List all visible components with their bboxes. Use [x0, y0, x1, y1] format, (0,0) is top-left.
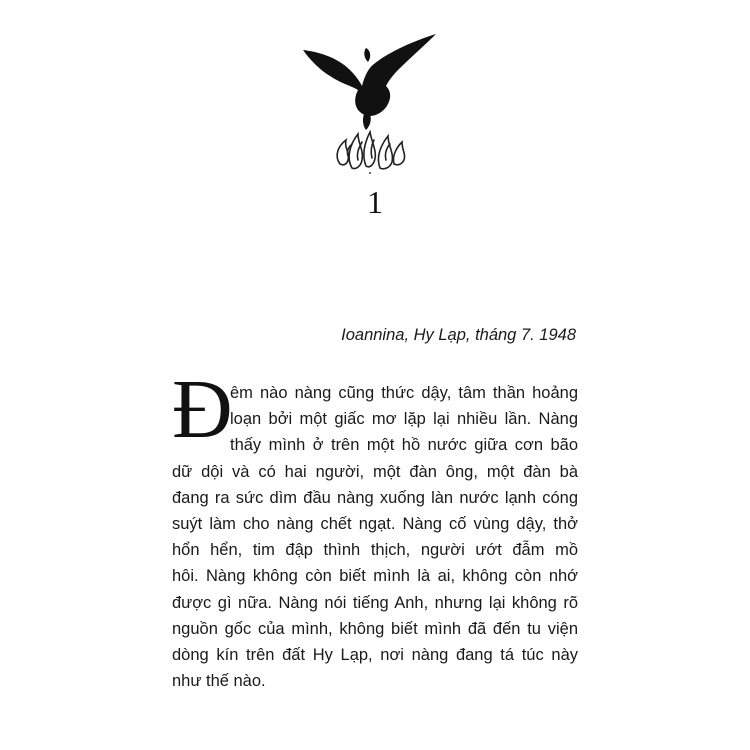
chapter-number: 1	[367, 184, 383, 220]
text-line: hôi. Nàng không còn biết mình là ai, không còn nhớ	[172, 567, 578, 586]
dove-over-flames-icon	[300, 28, 440, 178]
chapter-paragraph	[172, 363, 578, 694]
text-line: dữ dội và có hai người, một đàn ông, một đàn bà	[172, 462, 578, 481]
drop-cap: Đ	[172, 363, 233, 456]
text-line: như thế nào.	[172, 672, 266, 691]
text-line: đang ra sức dìm đầu nàng xuống làn nước lạnh cóng	[172, 488, 578, 507]
text-line: thấy mình ở trên một hồ nước giữa cơn bão	[230, 436, 578, 455]
text-line: suýt làm cho nàng chết ngạt. Nàng cố vùng dậy, thở	[172, 514, 578, 533]
text-line: hổn hển, tim đập thình thịch, người ướt đẫm mồ	[172, 541, 578, 560]
text-line: nguồn gốc của mình, không biết mình đã đến tu viện	[172, 619, 578, 638]
text-line: dòng kín trên đất Hy Lạp, nơi nàng đang tá túc này	[172, 645, 578, 664]
dateline: Ioannina, Hy Lạp, tháng 7. 1948	[341, 326, 576, 344]
text-line: được gì nữa. Nàng nói tiếng Anh, nhưng lại không rõ	[172, 593, 578, 612]
text-line: loạn bởi một giấc mơ lặp lại nhiều lần. Nàng	[230, 410, 578, 429]
text-line: êm nào nàng cũng thức dậy, tâm thần hoảng	[230, 384, 578, 402]
